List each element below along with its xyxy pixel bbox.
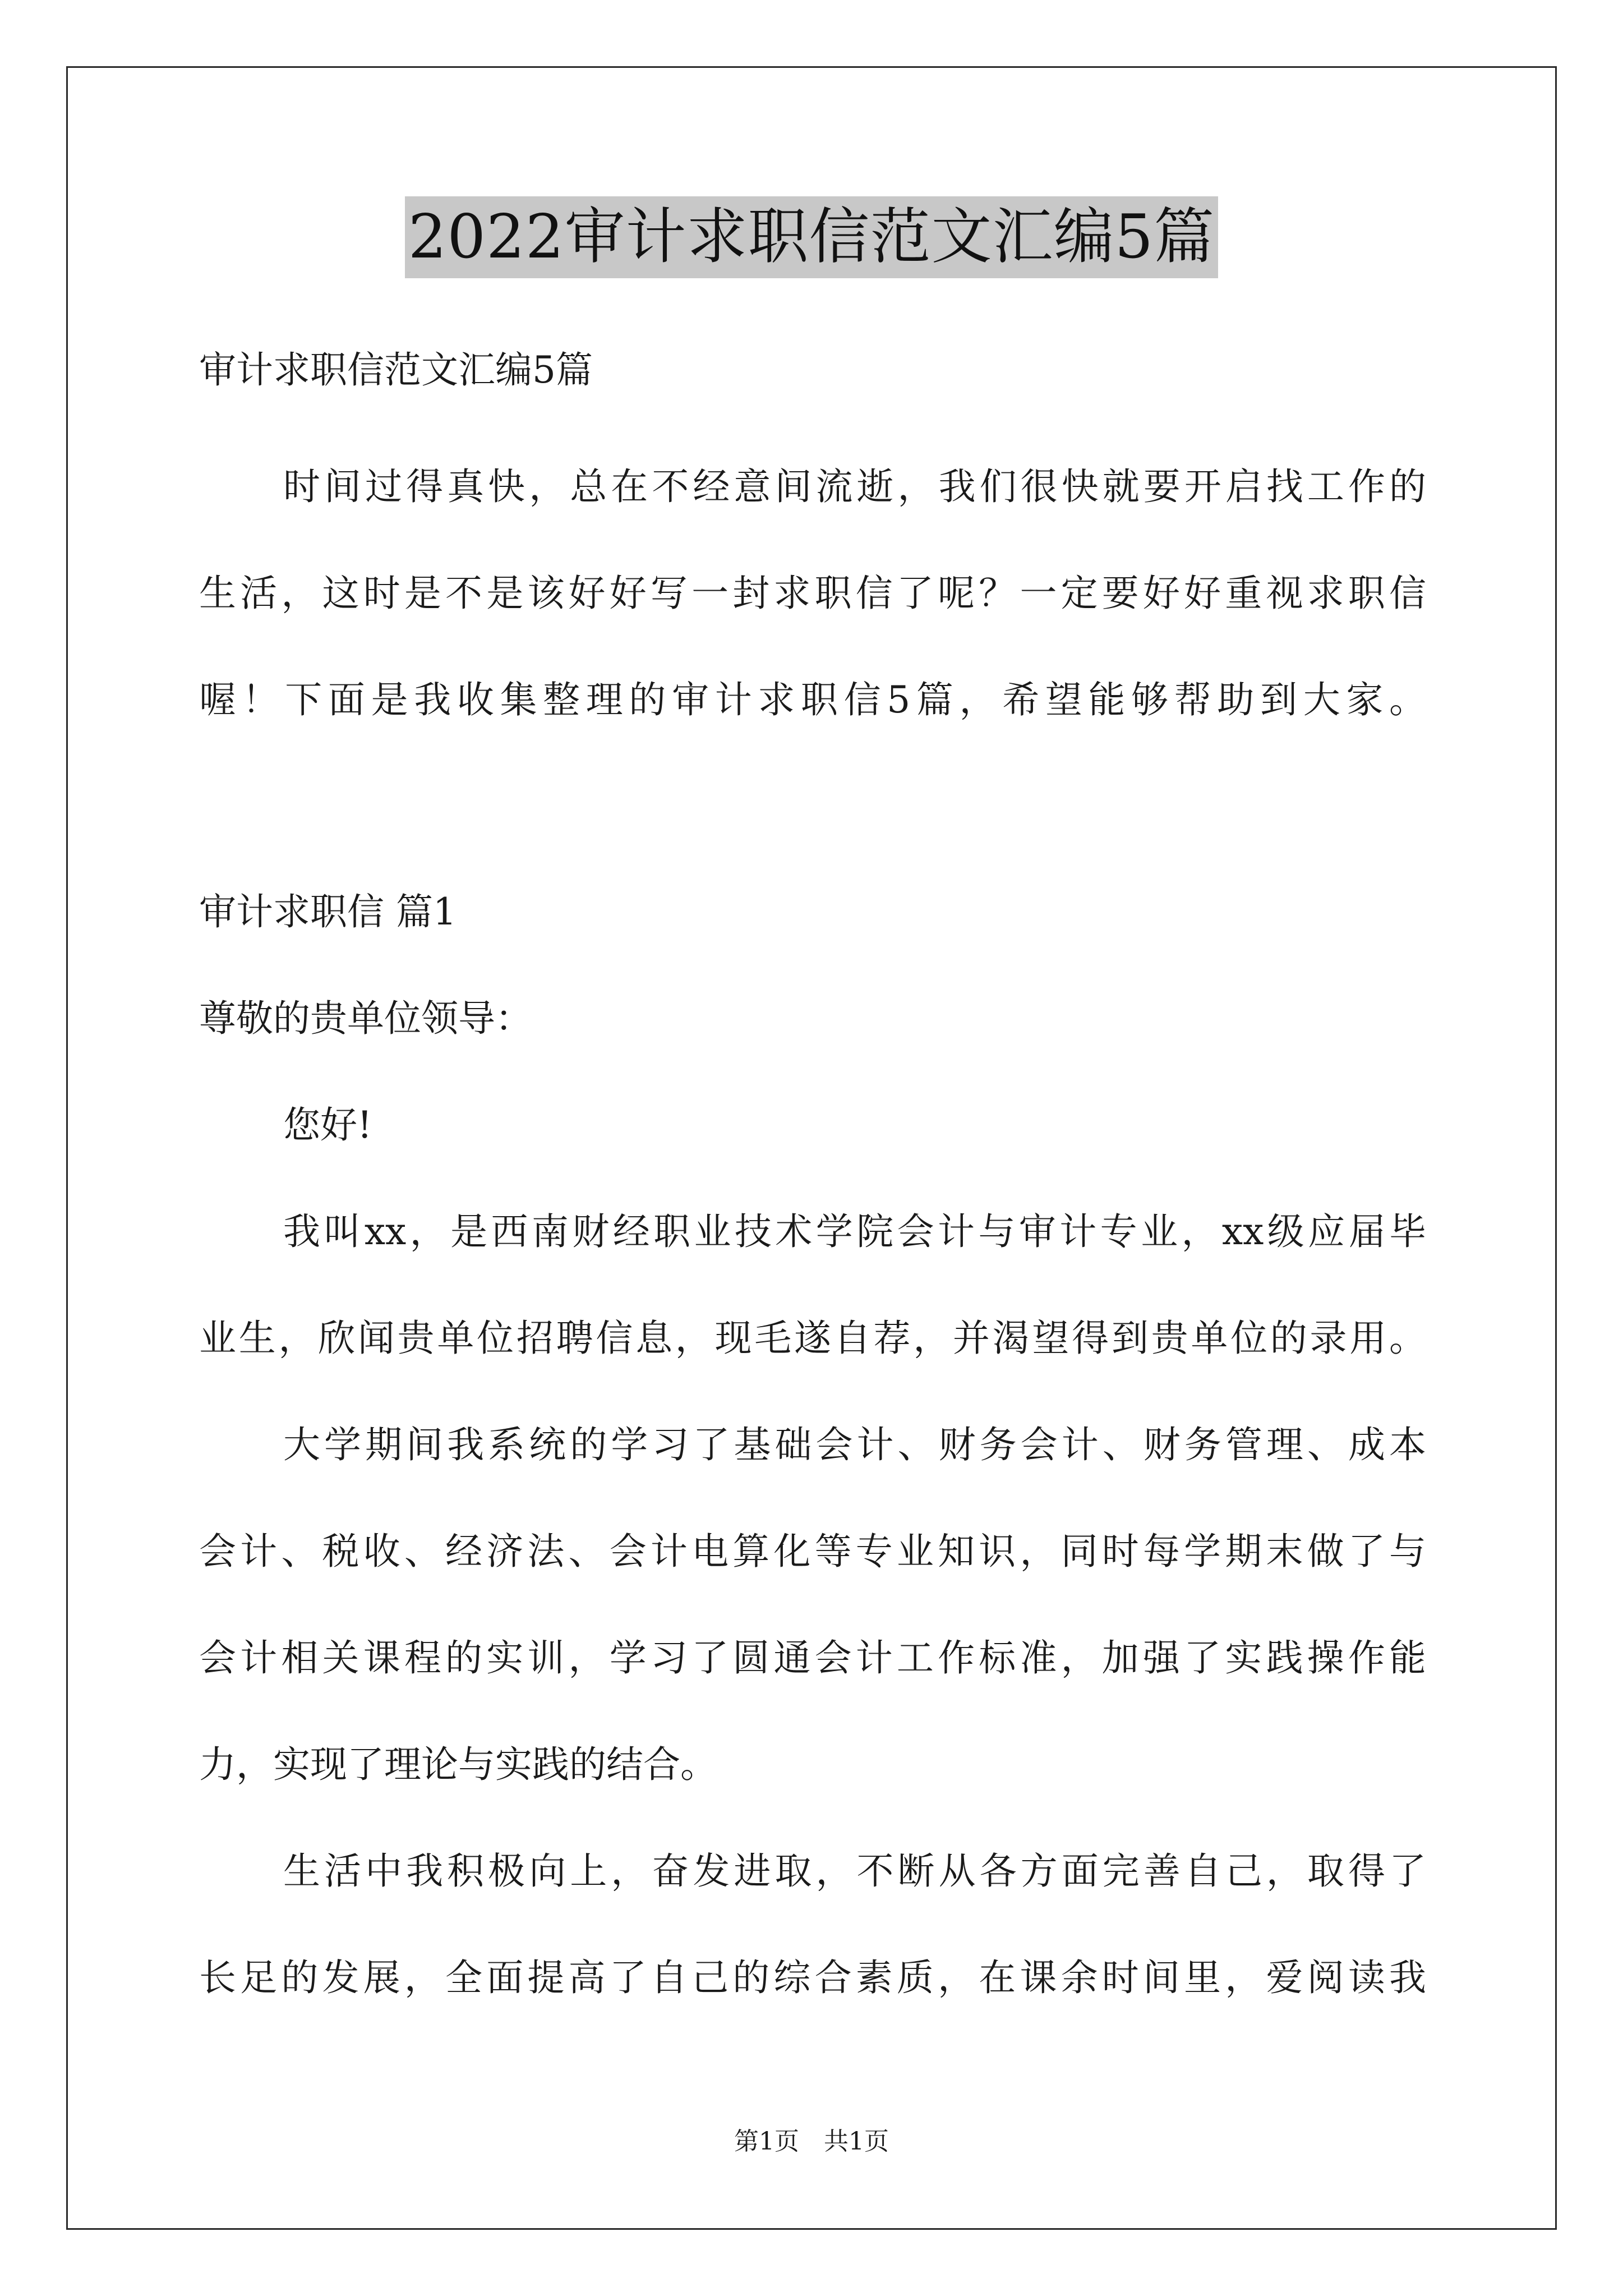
intro-line-1: 时间过得真快，总在不经意间流逝，我们很快就要开启找工作的 (283, 465, 1426, 508)
document-title: 2022审计求职信范文汇编5篇 (405, 196, 1219, 278)
body-line-1: 我叫xx，是西南财经职业技术学院会计与审计专业，xx级应届毕 (283, 1210, 1426, 1253)
body-line-8: 长足的发展，全面提高了自己的综合素质，在课余时间里，爱阅读我 (199, 1956, 1426, 1999)
body-line-6: 力，实现了理论与实践的结合。 (199, 1743, 717, 1786)
greeting: 您好! (283, 1103, 372, 1147)
page-footer: 第1页 共1页 (734, 2127, 889, 2156)
body-line-7: 生活中我积极向上，奋发进取，不断从各方面完善自己，取得了 (283, 1849, 1426, 1893)
salutation: 尊敬的贵单位领导： (199, 997, 532, 1040)
body-line-5: 会计相关课程的实训，学习了圆通会计工作标准，加强了实践操作能 (199, 1636, 1426, 1680)
subtitle-line: 审计求职信范文汇编5篇 (199, 348, 593, 392)
title-container (0, 196, 1623, 278)
section-heading: 审计求职信 篇1 (199, 890, 457, 933)
body-line-4: 会计、税收、经济法、会计电算化等专业知识，同时每学期末做了与 (199, 1530, 1426, 1573)
body-line-3: 大学期间我系统的学习了基础会计、财务会计、财务管理、成本 (283, 1423, 1426, 1466)
intro-line-3: 喔！下面是我收集整理的审计求职信5篇，希望能够帮助到大家。 (199, 678, 1426, 721)
body-line-2: 业生，欣闻贵单位招聘信息，现毛遂自荐，并渴望得到贵单位的录用。 (199, 1317, 1426, 1360)
intro-line-2: 生活，这时是不是该好好写一封求职信了呢？一定要好好重视求职信 (199, 572, 1426, 615)
